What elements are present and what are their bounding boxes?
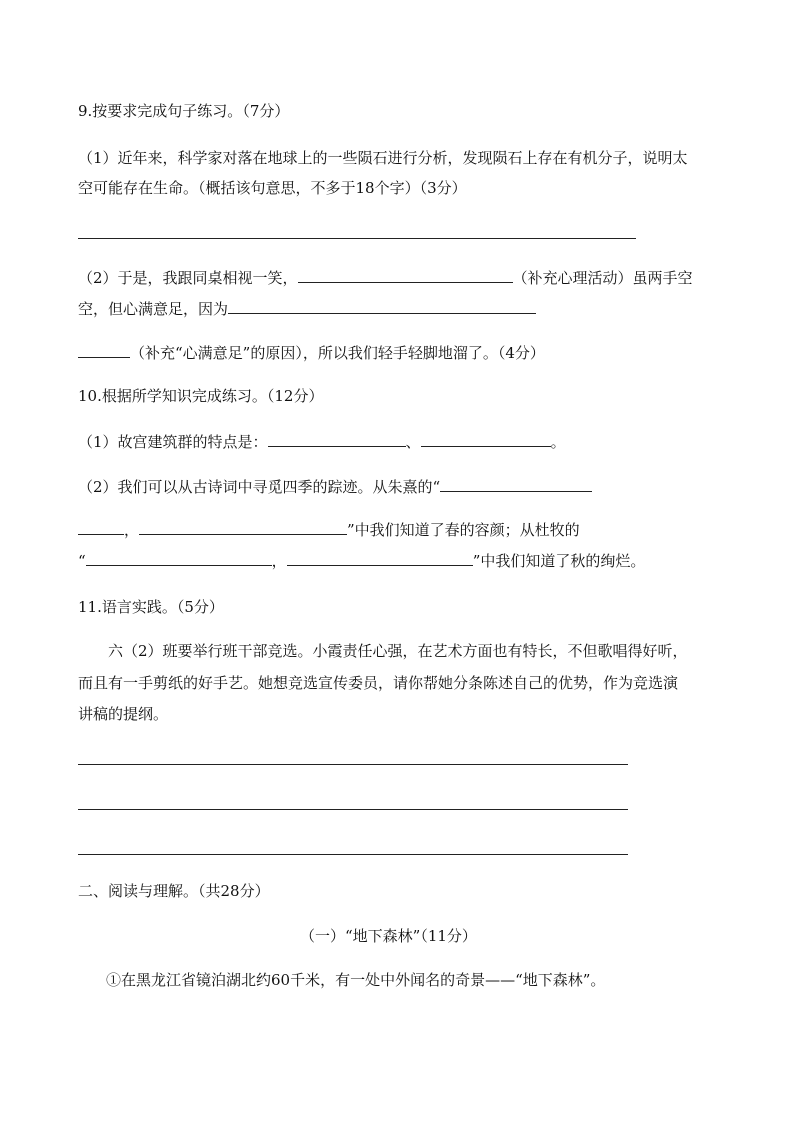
- q10-sub2-text2: ”中我们知道了春的容颜；从杜牧的: [347, 521, 580, 539]
- q9-sub2-prompt2: 空，但心满意足，因为: [78, 300, 229, 318]
- q10-sub2-blank-spring-2[interactable]: [139, 520, 347, 535]
- q9-sub2-blank-reason[interactable]: [228, 299, 536, 314]
- q10-title: 10.根据所学知识完成练习。（12分）: [78, 387, 324, 405]
- q11-para-line3: 讲稿的提纲。: [78, 705, 169, 723]
- q10-sub2-blank-autumn-2[interactable]: [287, 551, 473, 566]
- q11-title: 11.语言实践。（5分）: [78, 598, 224, 616]
- q11-answer-line-3[interactable]: [78, 854, 628, 855]
- q9-sub2-line3: [78, 343, 545, 363]
- q9-sub2-blank-reason-cont[interactable]: [78, 343, 130, 358]
- passage-paragraph-1: ①在黑龙江省镜泊湖北约60千米，有一处中外闻名的奇景——“地下森林”。: [106, 971, 606, 989]
- q9-sub1-answer-line[interactable]: [78, 238, 636, 239]
- q9-sub2-prompt: （2）于是，我跟同桌相视一笑，: [78, 269, 298, 287]
- q10-sub2-open: “: [78, 552, 86, 570]
- q9-sub1-line1: （1）近年来，科学家对落在地球上的一些陨石进行分析，发现陨石上存在有机分子，说明太: [78, 149, 688, 167]
- q9-title: 9.按要求完成句子练习。（7分）: [78, 102, 290, 120]
- q10-sub1: [78, 432, 566, 452]
- q11-para-line1: 六（2）班要举行班干部竞选。小霞责任心强，在艺术方面也有特长，不但歌唱得好听，: [108, 642, 688, 660]
- q10-sub2-line3: [78, 551, 645, 571]
- q10-sub2-blank-spring-1[interactable]: [440, 477, 592, 492]
- q9-sub2-hint: （补充心理活动）虽两手空: [512, 269, 693, 287]
- q9-sub2-blank-mental[interactable]: [298, 268, 513, 283]
- q9-sub2-line2: [78, 299, 536, 319]
- q10-sub2-prompt: （2）我们可以从古诗词中寻觅四季的踪迹。从朱熹的“: [78, 478, 441, 496]
- q10-sub2-text3: ”中我们知道了秋的绚烂。: [472, 552, 646, 570]
- passage-title: （一）“地下森林”（11分）: [300, 927, 477, 945]
- q10-sub2-blank-spring-1b[interactable]: [78, 520, 124, 535]
- q10-sub2-blank-autumn-1[interactable]: [86, 551, 272, 566]
- q9-sub1-line2: 空可能存在生命。（概括该句意思，不多于18个字）（3分）: [78, 179, 467, 197]
- q10-sub1-blank-2[interactable]: [421, 432, 551, 447]
- q10-sub1-prompt: （1）故宫建筑群的特点是：: [78, 433, 268, 451]
- q10-sub1-end: 。: [550, 433, 566, 451]
- q9-sub2-hint2: （补充“心满意足”的原因），所以我们轻手轻脚地溜了。（4分）: [130, 344, 545, 362]
- section2-title: 二、阅读与理解。（共28分）: [78, 882, 270, 900]
- q10-sub1-sep: 、: [405, 433, 421, 451]
- q10-sub2-comma1: ，: [124, 521, 140, 539]
- q10-sub2-line1: [78, 477, 592, 497]
- q10-sub2-comma2: ，: [271, 552, 287, 570]
- q9-sub2-line1: [78, 268, 693, 288]
- q11-answer-line-1[interactable]: [78, 764, 628, 765]
- q10-sub2-line2: [78, 520, 580, 540]
- q11-para-line2: 而且有一手剪纸的好手艺。她想竞选宣传委员，请你帮她分条陈述自己的优势，作为竞选演: [78, 674, 679, 692]
- q11-answer-line-2[interactable]: [78, 809, 628, 810]
- q10-sub1-blank-1[interactable]: [268, 432, 406, 447]
